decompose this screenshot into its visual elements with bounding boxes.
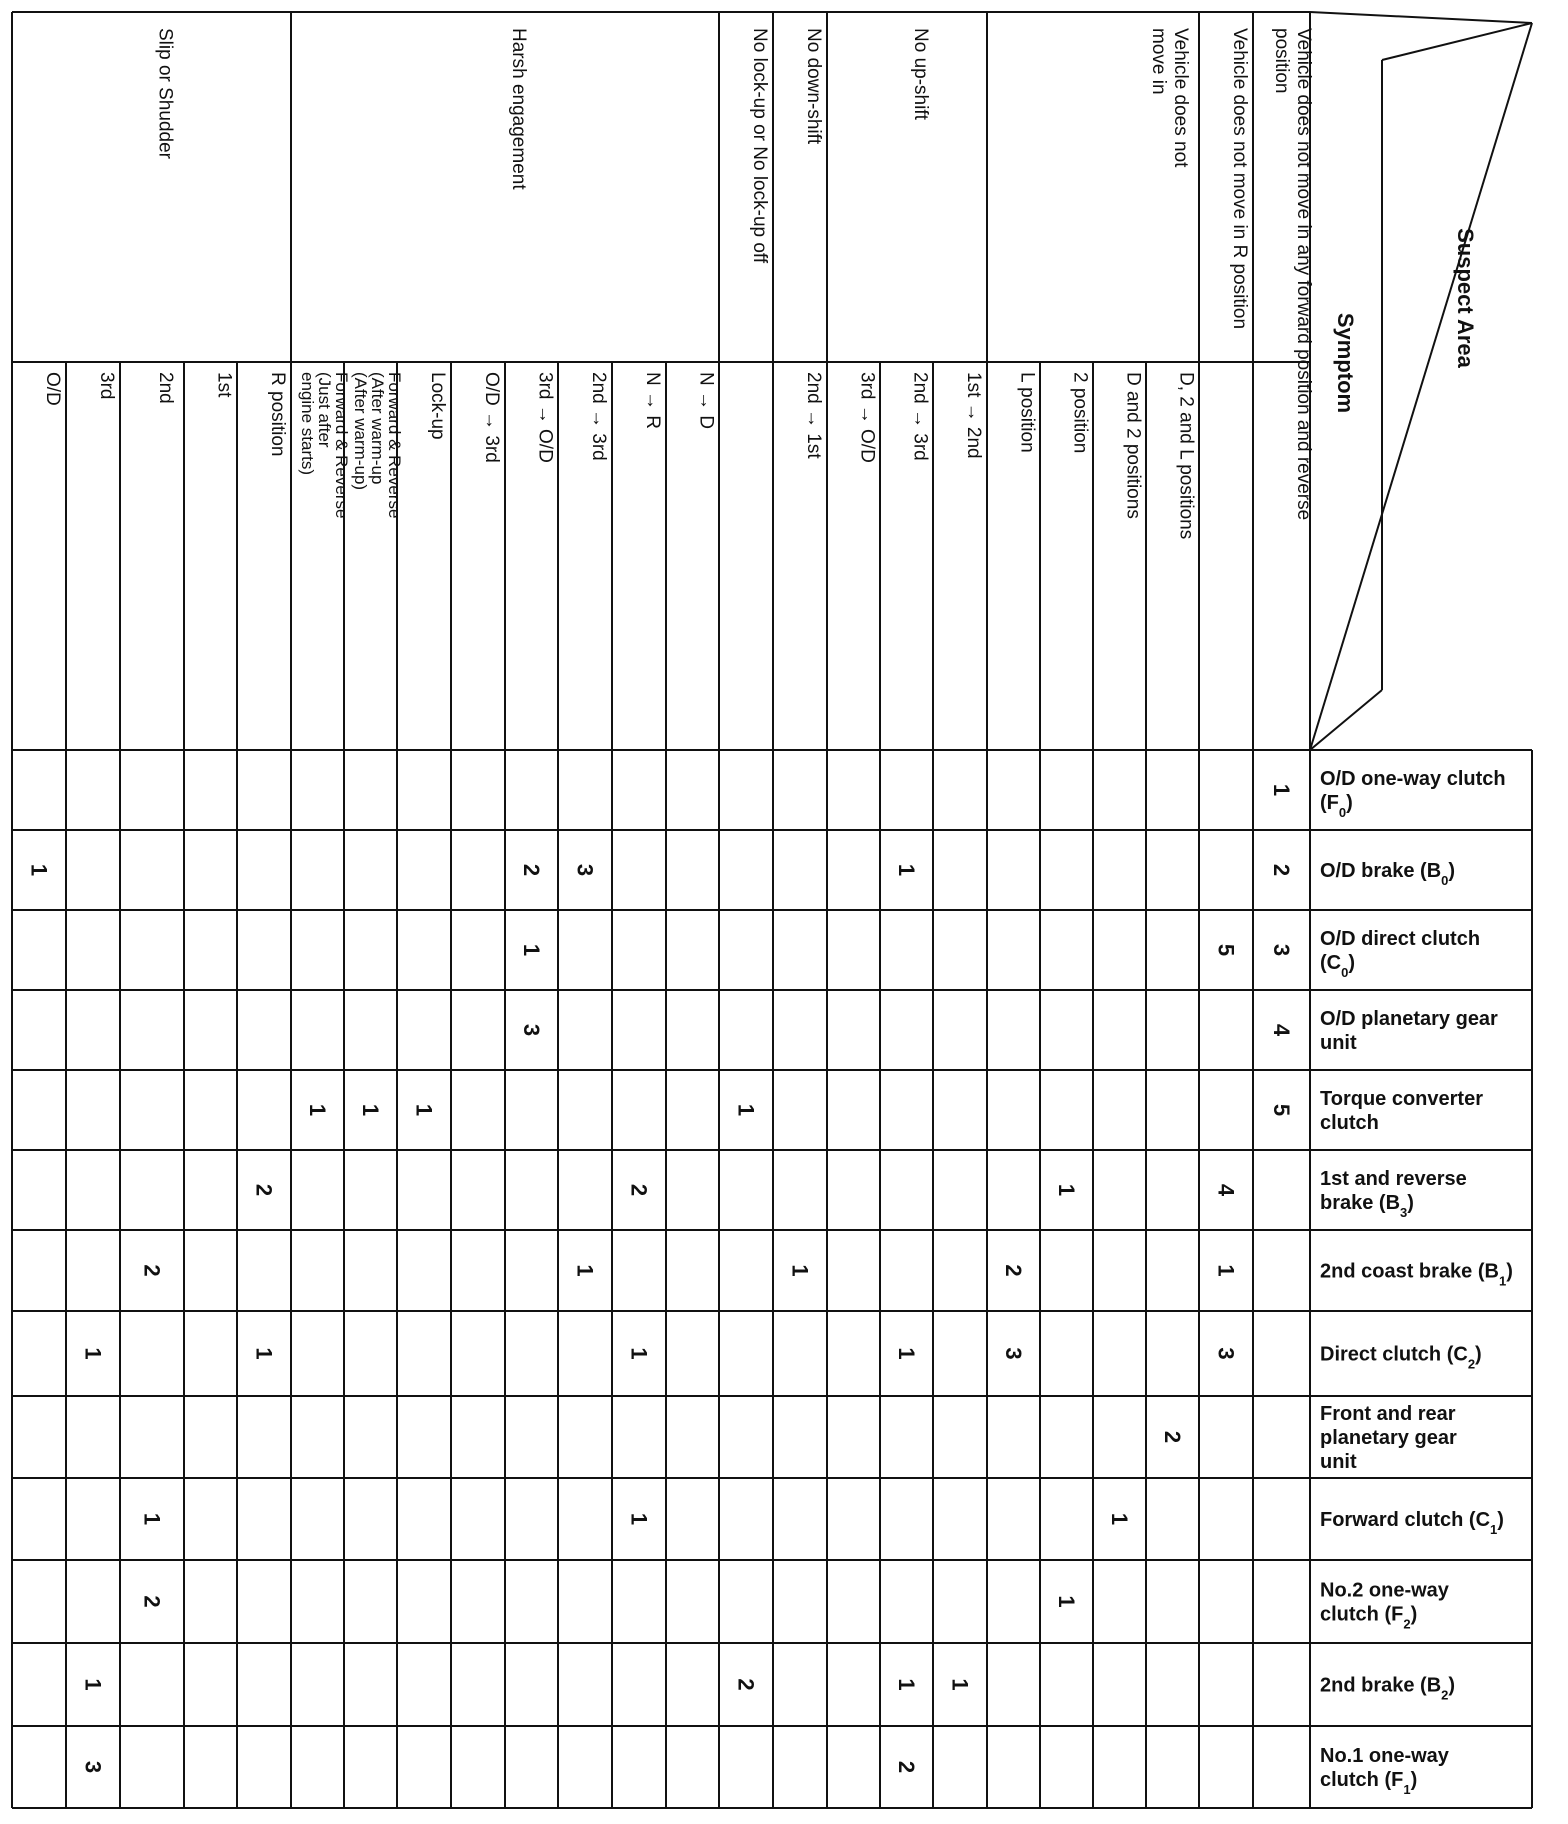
table-cell-value: 1 [1054,1183,1079,1197]
table-cell-value: 1 [947,1678,973,1691]
table-cell-value: 1 [26,863,52,877]
table-cell-value: 1 [1054,1595,1079,1608]
suspect-area-label: planetary gear [1320,1427,1457,1449]
symptom-item-label: Forward & Reverse [385,372,404,519]
symptom-item-label: L position [1016,372,1038,453]
table-cell-value: 1 [894,863,919,877]
table-cell-value: 3 [1213,1347,1239,1360]
symptom-item-label: 3rd [96,372,117,400]
symptom-group-label: Slip or Shudder [154,28,176,159]
table-cell-value: 1 [626,1512,652,1526]
symptom-item-label: engine starts) [298,372,317,475]
table-cell-value: 1 [626,1347,652,1360]
table-cell-value: 5 [1213,943,1239,957]
table-cell-value: 5 [1269,1103,1294,1117]
symptom-group-label: position [1271,28,1292,94]
symptom-item-label: 2nd → 1st [803,372,824,459]
table-header [1333,228,1478,413]
symptom-item-label: (After warm-up) [351,372,370,491]
symptom-label: Symptom [1333,312,1358,414]
table-cells [27,784,1295,1773]
symptom-item-label: 2nd → 3rd [909,372,931,461]
table-cell-value: 1 [411,1103,437,1117]
table-cell-value: 2 [1160,1430,1185,1444]
symptom-group-label: No up-shift [910,28,931,120]
symptom-item-label: O/D → 3rd [481,372,502,463]
table-cell-value: 1 [80,1347,106,1360]
symptom-bracket-top [1382,23,1532,60]
suspect-area-label: clutch $(F_1)$ [1320,1769,1418,1797]
symptom-bracket-bottom [1310,690,1382,750]
symptom-columns [42,28,1314,539]
suspect-area-label: Torque converter [1320,1088,1483,1110]
symptom-item-label: 1st [213,372,235,398]
table-cell-value: 1 [519,943,544,957]
suspect-area-label: 2nd brake $(B_2)$ [1320,1674,1456,1702]
table-cell-value: 3 [572,863,598,877]
suspect-area-label: O/D direct clutch [1320,928,1481,950]
suspect-area-label: brake $(B_3)$ [1320,1192,1414,1220]
suspect-area-label: clutch [1320,1112,1379,1134]
symptom-item-label: R position [267,372,288,457]
suspect-area-label: Front and rear [1320,1403,1456,1425]
symptom-group-label: move in [1148,28,1169,95]
table-cell-value: 1 [787,1264,813,1277]
table-cell-value: 1 [80,1678,106,1691]
table-cell-value: 2 [626,1183,652,1197]
table-cell-value: 3 [1001,1347,1026,1360]
table-cell-value: 1 [305,1103,330,1117]
suspect-area-label: No.2 one-way [1320,1579,1449,1602]
symptom-group-label: No lock-up or No lock-up off [749,28,770,264]
table-cell-value: 4 [1213,1183,1239,1197]
table-cell-value: 1 [894,1347,919,1360]
header-right-edge [1310,12,1532,23]
table-cell-value: 1 [1213,1264,1239,1277]
symptom-item-label: D and 2 positions [1122,372,1144,519]
table-cell-value: 2 [1269,863,1294,877]
table-cell-value: 1 [894,1678,919,1691]
suspect-area-label: Suspect Area [1453,228,1478,368]
symptom-item-label: (Just after [315,372,334,448]
table-cell-value: 1 [1269,783,1294,797]
table-cell-value: 3 [80,1760,106,1774]
suspect-area-label: $(C_0)$ [1320,952,1356,980]
suspect-area-label: O/D brake $(B_0)$ [1320,860,1456,888]
table-cell-value: 2 [894,1760,919,1774]
suspect-area-label: unit [1320,1451,1357,1473]
table-cell-value: 3 [519,1023,544,1037]
suspect-area-label: $(F_0)$ [1320,792,1353,820]
table-cell-value: 4 [1269,1023,1294,1037]
suspect-area-label: Direct clutch $(C_2)$ [1320,1343,1482,1371]
table-cell-value: 3 [1269,943,1294,957]
symptom-item-label: N → R [642,372,663,429]
table-cell-value: 2 [251,1183,277,1197]
symptom-item-label: O/D [42,372,63,406]
symptom-item-label: D, 2 and L positions [1175,372,1197,540]
symptom-group-label: Vehicle does not move in any forward position and reverse [1293,28,1314,521]
suspect-area-label: 1st and reverse [1320,1168,1467,1190]
table-cell-value: 2 [519,863,544,877]
symptom-group-label: Harsh engagement [508,28,529,190]
table-cell-value: 1 [139,1512,165,1526]
table-cell-value: 2 [1001,1264,1026,1277]
suspect-area-label: clutch $(F_2)$ [1320,1603,1418,1631]
suspect-area-label: Forward clutch $(C_1)$ [1320,1509,1504,1537]
table-cell-value: 1 [358,1103,383,1117]
table-cell-value: 2 [139,1595,165,1608]
symptom-item-label: Forward & Reverse [332,372,351,519]
table-cell-value: 1 [572,1264,598,1277]
symptom-item-label: 3rd → O/D [856,372,878,463]
suspect-area-label: No.1 one-way [1320,1745,1449,1767]
symptom-item-label: 2nd [155,372,176,404]
suspect-area-label: unit [1320,1032,1357,1054]
suspect-area-label: O/D one-way clutch [1320,768,1506,790]
symptom-group-label: Vehicle does not move in R position [1229,28,1250,330]
symptom-group-label: No down-shift [803,28,824,145]
symptom-item-label: 3rd → O/D [534,372,556,463]
symptom-item-label: Lock-up [427,372,448,440]
suspect-area-label: O/D planetary gear [1320,1008,1498,1030]
suspect-area-label: 2nd coast brake $(B_1)$ [1320,1260,1513,1288]
table-cell-value: 1 [1107,1512,1132,1526]
table-cell-value: 1 [251,1347,277,1360]
symptom-group-label: Vehicle does not [1170,28,1191,168]
table-cell-value: 1 [733,1103,759,1117]
table-cell-value: 2 [733,1678,759,1691]
table-cell-value: 2 [139,1264,165,1277]
symptom-item-label: 2nd → 3rd [588,372,609,461]
symptom-item-label: N → D [695,372,717,429]
symptom-item-label: 2 position [1069,372,1091,454]
symptom-item-label: 1st → 2nd [963,372,984,459]
symptom-item-label: (After warm-up [368,372,387,485]
